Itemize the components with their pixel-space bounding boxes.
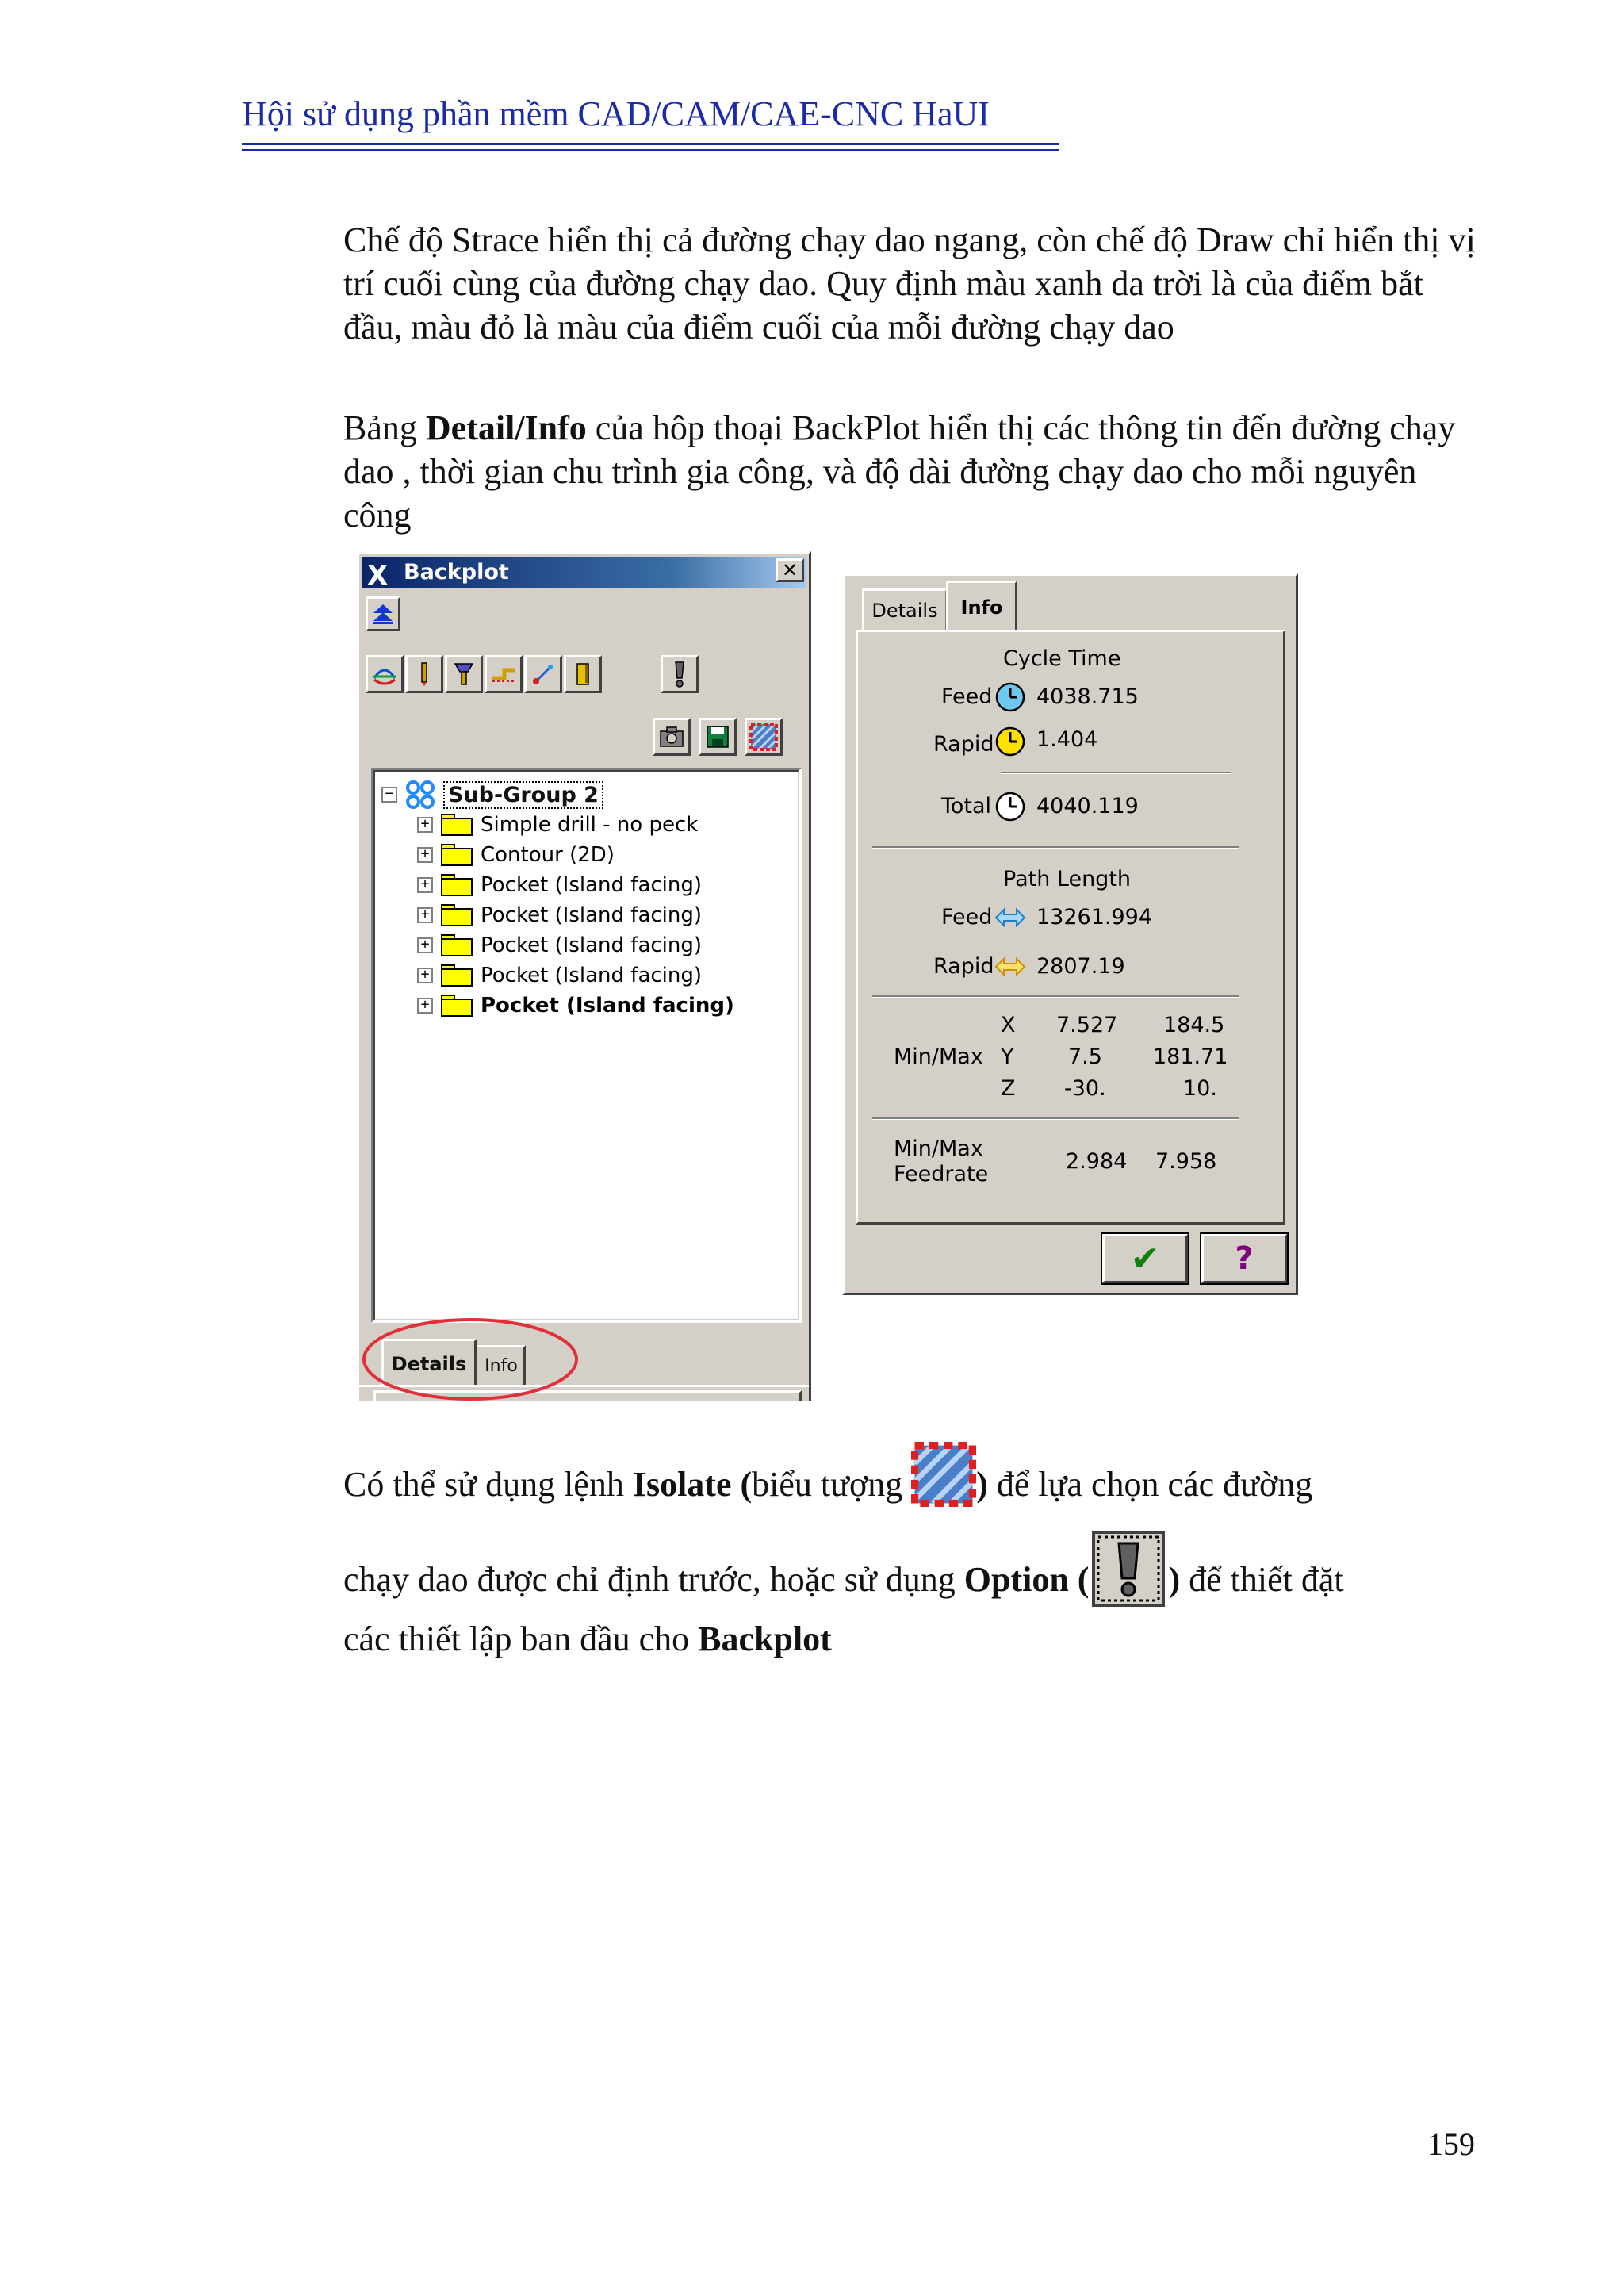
cycle-feed-label: Feed xyxy=(941,684,993,709)
path-feed-label: Feed xyxy=(941,905,993,930)
cycle-feed-value: 4038.715 xyxy=(1036,684,1139,709)
folder-icon xyxy=(441,995,473,1017)
info-tab-info[interactable] xyxy=(946,581,1017,631)
option-icon xyxy=(666,659,693,689)
divider xyxy=(1001,772,1231,774)
expand-plus-icon[interactable]: + xyxy=(417,817,433,833)
divider xyxy=(872,995,1239,998)
p5-bold: Backplot xyxy=(698,1619,832,1658)
folder-icon xyxy=(441,964,473,987)
clock-total-icon xyxy=(994,791,1026,822)
highlight-ellipse xyxy=(359,1315,589,1401)
isolate-button[interactable] xyxy=(745,718,783,756)
paragraph-isolate xyxy=(343,1442,1477,1517)
paragraph-detail-info xyxy=(343,406,1477,537)
cycle-rapid-value: 1.404 xyxy=(1036,727,1098,752)
question-icon: ? xyxy=(1235,1240,1254,1277)
y-axis-label: Y xyxy=(1001,1045,1014,1069)
feedrate-max-value: 7.958 xyxy=(1155,1149,1217,1174)
p3-close: ) xyxy=(976,1465,988,1504)
tree-item-label: Pocket (Island facing) xyxy=(481,964,703,987)
folder-icon xyxy=(441,874,473,896)
tree-item[interactable] xyxy=(417,810,698,840)
feedrate-min-value: 2.984 xyxy=(1066,1149,1128,1174)
holder-icon xyxy=(450,661,477,688)
folder-icon xyxy=(441,844,473,866)
clock-feed-icon xyxy=(994,681,1026,713)
expand-plus-icon[interactable]: + xyxy=(417,847,433,863)
expand-plus-icon[interactable]: + xyxy=(417,998,433,1014)
p4-post: để thiết đặt xyxy=(1180,1560,1344,1599)
paragraph-strace: Chế độ Strace hiển thị cả đường chạy dao ngang, còn chế độ Draw chỉ hiển thị vị trí cuối cùng của đường chạy dao. Quy định màu xanh da trời là của điểm bắt đầu, màu đỏ là màu của điểm cuối của mỗi đường chạy dao xyxy=(343,220,1476,347)
folder-icon xyxy=(441,934,473,956)
z-axis-label: Z xyxy=(1001,1076,1016,1101)
arc-path-icon xyxy=(371,661,398,688)
cycle-total-label: Total xyxy=(941,794,992,818)
save-button[interactable] xyxy=(699,718,737,756)
divider xyxy=(872,846,1239,849)
p3-pre: Có thể sử dụng lệnh xyxy=(343,1465,633,1504)
p3-mid: biểu tượng xyxy=(752,1465,912,1504)
p5-pre: các thiết lập ban đầu cho xyxy=(343,1619,699,1658)
display-holder-button[interactable] xyxy=(445,655,483,693)
info-content xyxy=(856,630,1285,1225)
tool-icon xyxy=(411,661,438,688)
feedrate-label-1: Min/Max xyxy=(894,1137,983,1161)
group-icon xyxy=(405,780,437,809)
y-min-value: 7.5 xyxy=(1068,1045,1102,1069)
tab-details-label: Details xyxy=(391,1352,467,1375)
collapse-minus-icon[interactable]: − xyxy=(381,787,397,803)
help-button[interactable] xyxy=(1201,1234,1287,1283)
rapid-move-icon xyxy=(490,661,517,688)
info-tab-info-label: Info xyxy=(960,596,1003,619)
info-tab-details-label: Details xyxy=(871,599,938,622)
info-panel xyxy=(842,573,1298,1295)
display-path-button[interactable] xyxy=(366,655,404,693)
page-number: 159 xyxy=(1427,2126,1475,2162)
header-rule-bottom xyxy=(242,149,1059,151)
endpoints-icon xyxy=(530,661,557,688)
tree-item-label: Pocket (Island facing) xyxy=(481,903,703,927)
y-max-value: 181.71 xyxy=(1153,1045,1228,1069)
tree-root[interactable] xyxy=(381,780,603,810)
screenshot-button[interactable] xyxy=(653,718,691,756)
collapse-up-button[interactable] xyxy=(366,596,400,631)
p2-bold: Detail/Info xyxy=(425,408,587,447)
tree-item[interactable] xyxy=(417,840,615,870)
expand-plus-icon[interactable]: + xyxy=(417,968,433,983)
tree-item[interactable] xyxy=(417,930,702,960)
path-rapid-label: Rapid xyxy=(933,954,994,979)
p4-close: ) xyxy=(1168,1560,1181,1599)
display-rapid-button[interactable] xyxy=(485,655,523,693)
p4-bold: Option ( xyxy=(963,1560,1090,1599)
folder-icon xyxy=(441,904,473,926)
double-arrow-feed-icon xyxy=(994,905,1026,930)
z-max-value: 10. xyxy=(1183,1076,1217,1101)
display-tool-button[interactable] xyxy=(405,655,443,693)
feedrate-label-2: Feedrate xyxy=(894,1162,989,1186)
option-button[interactable] xyxy=(661,655,699,693)
tab-info-label: Info xyxy=(485,1356,518,1376)
double-up-arrow-icon xyxy=(371,602,395,626)
path-length-heading: Path Length xyxy=(1003,867,1132,891)
minmax-label: Min/Max xyxy=(894,1045,983,1069)
checkmark-icon: ✔ xyxy=(1130,1238,1160,1279)
tree-item-label: Pocket (Island facing) xyxy=(481,933,703,957)
tree-item-label: Pocket (Island facing) xyxy=(481,873,703,897)
shaded-tool-icon xyxy=(569,661,596,688)
x-axis-label: X xyxy=(1001,1013,1016,1037)
expand-plus-icon[interactable]: + xyxy=(417,907,433,923)
ok-button[interactable] xyxy=(1102,1234,1188,1283)
folder-icon xyxy=(441,814,473,836)
operation-tree[interactable] xyxy=(371,768,802,1323)
p3-post: để lựa chọn các đường xyxy=(987,1465,1313,1504)
backplot-window xyxy=(357,551,811,1401)
path-feed-value: 13261.994 xyxy=(1036,905,1153,930)
tree-item[interactable] xyxy=(417,870,702,900)
p2-pre: Bảng xyxy=(343,408,426,447)
backplot-title: Backplot xyxy=(404,560,509,585)
clock-rapid-icon xyxy=(994,726,1026,757)
isolate-icon xyxy=(749,723,778,751)
expand-plus-icon[interactable]: + xyxy=(417,877,433,893)
option-icon xyxy=(1092,1531,1165,1617)
cycle-rapid-label: Rapid xyxy=(933,732,994,757)
divider xyxy=(872,1117,1239,1120)
z-min-value: -30. xyxy=(1064,1076,1106,1101)
x-min-value: 7.527 xyxy=(1056,1013,1118,1037)
tree-item-label: Contour (2D) xyxy=(481,843,615,867)
double-arrow-rapid-icon xyxy=(994,954,1026,979)
header-rule-top xyxy=(242,143,1059,145)
info-tab-details[interactable] xyxy=(862,588,948,630)
expand-plus-icon[interactable]: + xyxy=(417,937,433,953)
floppy-save-icon xyxy=(705,724,730,749)
paragraph-option xyxy=(343,1531,1477,1661)
backplot-titlebar xyxy=(362,557,806,592)
tree-item[interactable] xyxy=(417,900,702,930)
tree-item-label: Simple drill - no peck xyxy=(481,813,699,837)
tree-item-label: Pocket (Island facing) xyxy=(481,994,734,1018)
tree-root-label: Sub-Group 2 xyxy=(443,781,603,809)
p3-bold: Isolate ( xyxy=(632,1465,753,1504)
cycle-total-value: 4040.119 xyxy=(1036,794,1139,818)
mastercam-logo-icon: X xyxy=(367,560,389,592)
cycle-time-heading: Cycle Time xyxy=(1003,646,1121,671)
camera-icon xyxy=(658,725,685,749)
isolate-icon xyxy=(911,1442,976,1517)
tree-item[interactable] xyxy=(417,960,702,991)
shade-button[interactable] xyxy=(564,655,602,693)
close-button[interactable]: ✕ xyxy=(776,558,804,582)
display-endpoints-button[interactable] xyxy=(524,655,562,693)
p4-pre: chạy dao được chỉ định trước, hoặc sử dụng xyxy=(343,1560,964,1599)
path-rapid-value: 2807.19 xyxy=(1036,954,1125,979)
x-max-value: 184.5 xyxy=(1163,1013,1225,1037)
tree-item-selected[interactable] xyxy=(417,991,734,1021)
page-header: Hội sử dụng phần mềm CAD/CAM/CAE-CNC HaUI xyxy=(242,94,990,133)
p2-post: của hôp thoại BackPlot hiển thị các thông tin đến đường chạy dao , thời gian chu trình gia công, và độ dài đường chạy dao cho mỗi nguyên công xyxy=(343,408,1456,535)
